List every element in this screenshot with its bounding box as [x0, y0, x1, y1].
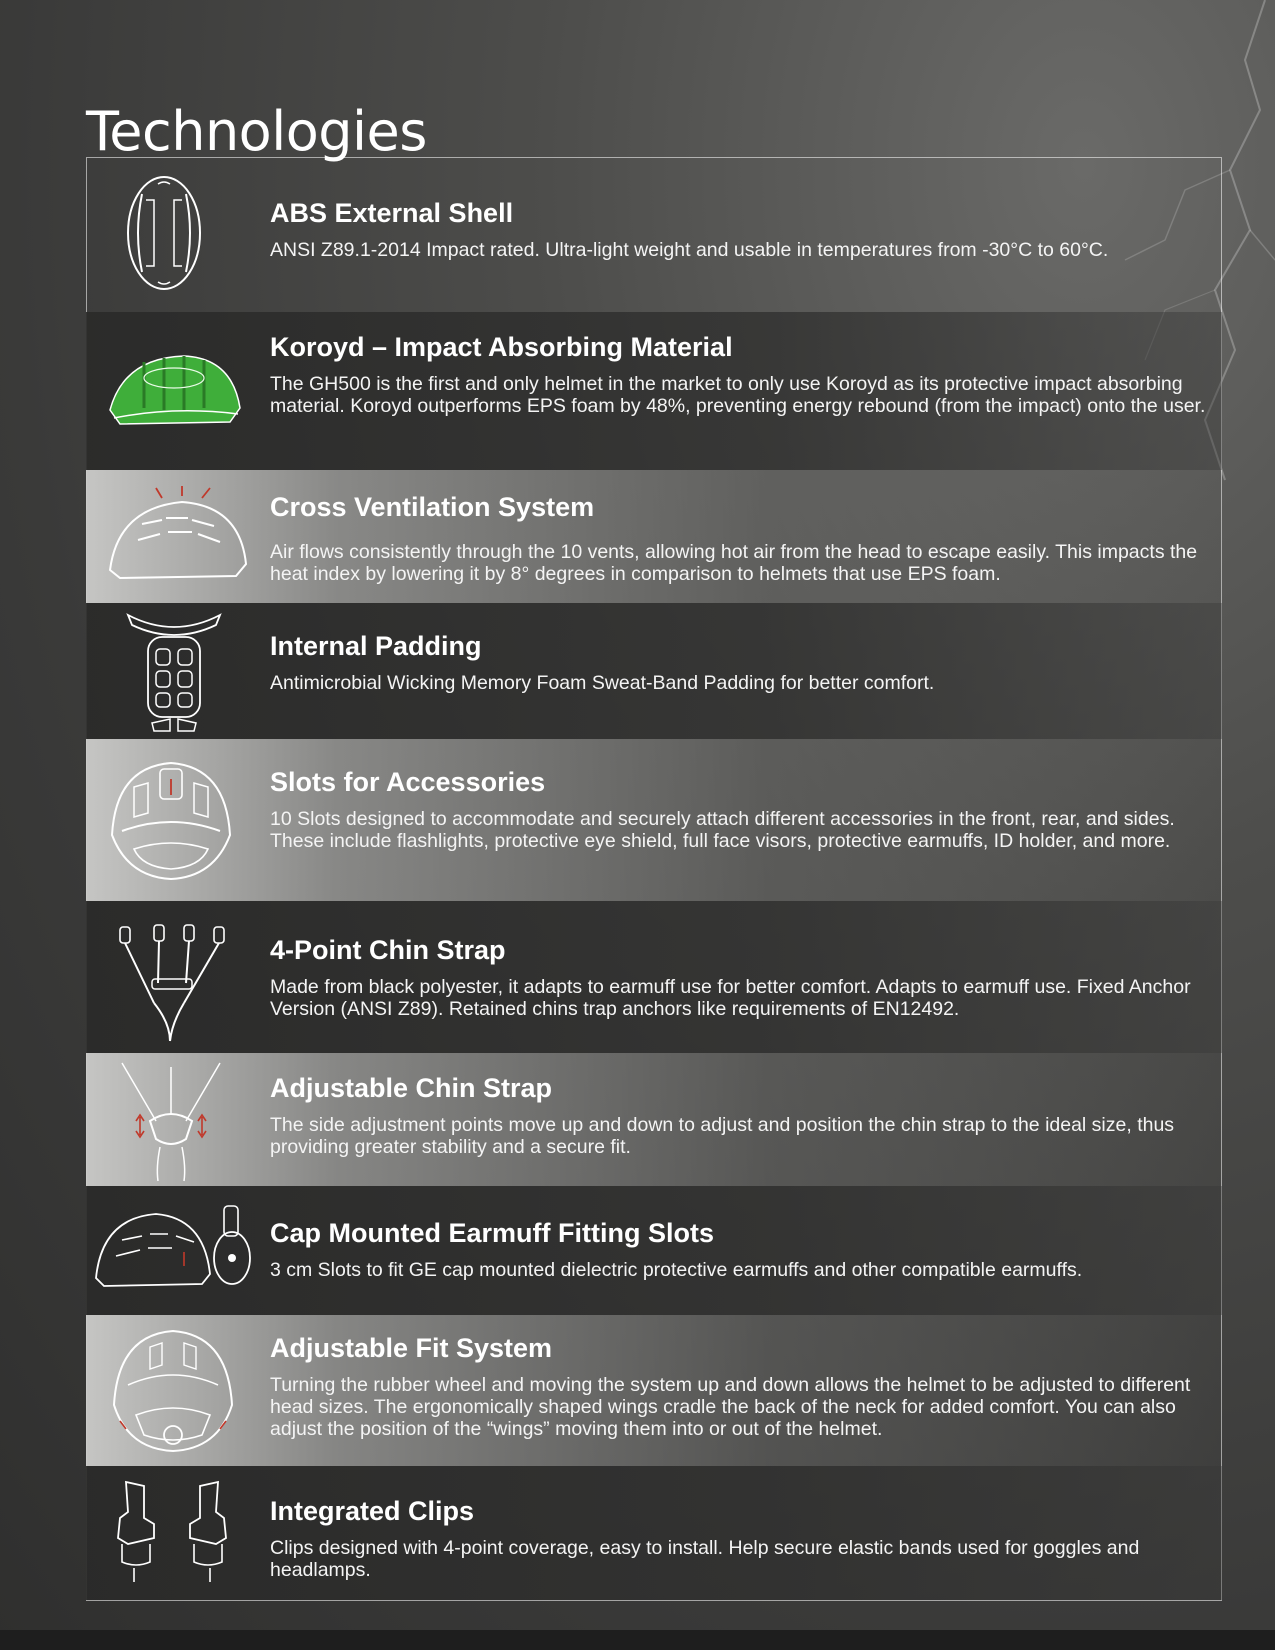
helmet-rear-icon [106, 1325, 240, 1457]
tech-title: Adjustable Chin Strap [270, 1073, 553, 1103]
tech-title: Internal Padding [270, 631, 482, 661]
tech-title: Adjustable Fit System [270, 1333, 553, 1363]
helmet-earmuff-icon [92, 1196, 256, 1306]
chin-strap-icon [114, 923, 230, 1045]
ventilation-helmet-icon [102, 484, 252, 588]
tech-description: Made from black polyester, it adapts to earmuff use for better comfort. Adapts to earmuff use. Fixed Anchor Version (ANSI Z89). Retained chins trap anchors like requirements of EN12492. [270, 976, 1191, 1020]
tech-description: Turning the rubber wheel and moving the system up and down allows the helmet to be adjusted to different head sizes. The ergonomically shaped wings cradle the back of the neck for added comfort. You can also adjust the position of the “wings” moving them into or out of the helmet. [270, 1374, 1191, 1440]
tech-title: Cap Mounted Earmuff Fitting Slots [270, 1218, 714, 1248]
chin-adjuster-icon [116, 1057, 226, 1183]
helmet-top-icon [124, 174, 204, 292]
tech-row-4-point-chin-strap [86, 901, 1222, 1053]
tech-description: Air flows consistently through the 10 vents, allowing hot air from the head to escape easily. This impacts the heat index by lowering it by 8° degrees in comparison to helmets that use EPS foam. [270, 541, 1198, 585]
tech-description: ANSI Z89.1-2014 Impact rated. Ultra-light weight and usable in temperatures from -30°C to 60°C. [270, 239, 1109, 261]
tech-row-padding [86, 603, 1222, 739]
clips-icon [114, 1478, 230, 1588]
tech-row-fit-system [86, 1315, 1222, 1466]
tech-description: The GH500 is the first and only helmet in the market to only use Koroyd as its protective impact absorbing material. Koroyd outperforms EPS foam by 48%, preventing energy rebound (from the impact) onto the user. [270, 373, 1206, 417]
tech-description: Clips designed with 4-point coverage, easy to install. Help secure elastic bands used for goggles and headlamps. [270, 1537, 1140, 1581]
tech-title: 4-Point Chin Strap [270, 935, 506, 965]
koroyd-helmet-icon [104, 348, 244, 438]
tech-row-abs-shell [86, 158, 1222, 312]
tech-row-earmuff-slots [86, 1186, 1222, 1315]
tech-title: Integrated Clips [270, 1496, 475, 1526]
tech-title: Slots for Accessories [270, 767, 546, 797]
page-title: Technologies [86, 100, 427, 164]
bottom-bar [0, 1630, 1275, 1650]
tech-description: Antimicrobial Wicking Memory Foam Sweat-Band Padding for better comfort. [270, 672, 935, 694]
tech-description: 3 cm Slots to fit GE cap mounted dielectric protective earmuffs and other compatible earmuffs. [270, 1259, 1083, 1281]
padding-icon [124, 605, 224, 735]
tech-row-ventilation [86, 470, 1222, 603]
tech-row-koroyd [86, 312, 1222, 470]
tech-description: The side adjustment points move up and down to adjust and position the chin strap to the ideal size, thus providing greater stability and a secure fit. [270, 1114, 1175, 1158]
tech-description: 10 Slots designed to accommodate and securely attach different accessories in the front, rear, and sides. These include flashlights, protective eye shield, full face visors, protective earmuffs, ID holder, and more. [270, 808, 1175, 852]
tech-row-accessory-slots [86, 739, 1222, 901]
tech-title: Koroyd – Impact Absorbing Material [270, 332, 733, 362]
tech-row-integrated-clips [86, 1466, 1222, 1600]
tech-title: Cross Ventilation System [270, 492, 595, 522]
tech-row-adjustable-chin-strap [86, 1053, 1222, 1186]
tech-title: ABS External Shell [270, 198, 514, 228]
helmet-front-icon [104, 757, 238, 883]
